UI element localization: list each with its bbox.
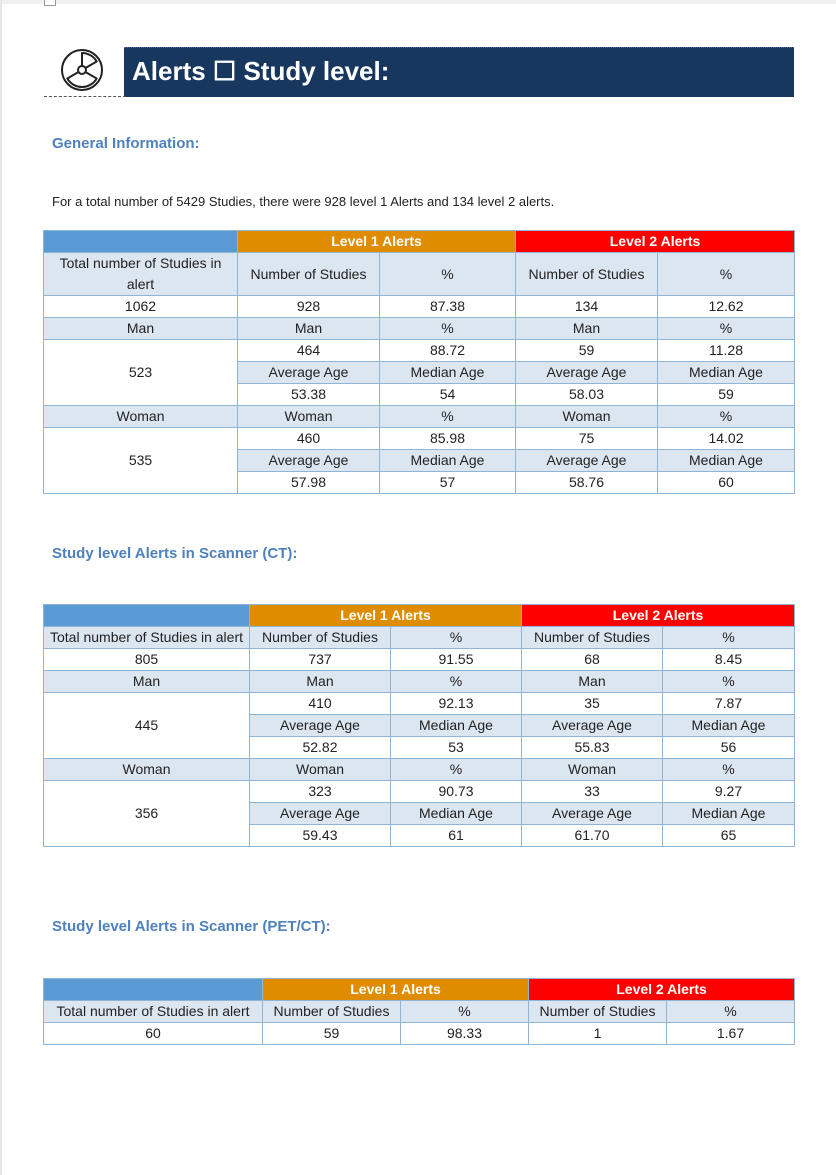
- l2-woman-avg-age: 61.70: [522, 825, 663, 847]
- l2-man-avg-age: 55.83: [522, 737, 663, 759]
- l2-man-percent: 7.87: [663, 693, 795, 715]
- l2-woman-number: 33: [522, 781, 663, 803]
- l1-man-percent-label: %: [391, 671, 522, 693]
- l1-man-number: 410: [250, 693, 391, 715]
- l1-man-avg-age-label: Average Age: [238, 362, 380, 384]
- l2-woman-avg-age-label: Average Age: [522, 803, 663, 825]
- l1-woman-median-age: 61: [391, 825, 522, 847]
- l2-man-avg-age-label: Average Age: [516, 362, 658, 384]
- l1-man-avg-age: 53.38: [238, 384, 380, 406]
- l1-percent-label: %: [391, 627, 522, 649]
- woman-label: Woman: [44, 406, 238, 428]
- l2-man-label: Man: [522, 671, 663, 693]
- l2-woman-avg-age: 58.76: [516, 472, 658, 494]
- l1-woman-label: Woman: [250, 759, 391, 781]
- l1-woman-number: 323: [250, 781, 391, 803]
- l2-man-avg-age-label: Average Age: [522, 715, 663, 737]
- l1-woman-percent: 90.73: [391, 781, 522, 803]
- l2-man-percent-label: %: [658, 318, 795, 340]
- l2-man-percent: 11.28: [658, 340, 795, 362]
- l1-woman-median-age-label: Median Age: [380, 450, 516, 472]
- l1-woman-percent-label: %: [391, 759, 522, 781]
- l2-number-label: Number of Studies: [516, 253, 658, 296]
- l2-percent-label: %: [667, 1001, 795, 1023]
- petct-alerts-table: [43, 978, 795, 1045]
- l2-number-value: 1: [529, 1023, 667, 1045]
- general-information-title: General Information:: [52, 135, 200, 152]
- l2-woman-percent: 9.27: [663, 781, 795, 803]
- table-corner-cell: [44, 231, 238, 253]
- l1-woman-percent-label: %: [380, 406, 516, 428]
- ct-alerts-table: [43, 604, 795, 847]
- l1-number-label: Number of Studies: [250, 627, 391, 649]
- l2-number-label: Number of Studies: [522, 627, 663, 649]
- l1-percent-value: 98.33: [401, 1023, 529, 1045]
- level1-header: Level 1 Alerts: [263, 979, 529, 1001]
- l1-man-median-age-label: Median Age: [391, 715, 522, 737]
- l2-percent-value: 1.67: [667, 1023, 795, 1045]
- header-title-bar: [124, 47, 794, 97]
- l1-number-value: 737: [250, 649, 391, 671]
- l2-man-avg-age: 58.03: [516, 384, 658, 406]
- page-title: Alerts ☐ Study level:: [132, 56, 390, 86]
- l2-woman-percent-label: %: [663, 759, 795, 781]
- l1-percent-label: %: [401, 1001, 529, 1023]
- petct-section-title: Study level Alerts in Scanner (PET/CT):: [52, 918, 331, 935]
- l2-woman-percent: 14.02: [658, 428, 795, 450]
- l1-woman-median-age: 57: [380, 472, 516, 494]
- woman-label: Woman: [44, 759, 250, 781]
- l1-man-label: Man: [238, 318, 380, 340]
- total-studies-value: 60: [44, 1023, 263, 1045]
- l2-man-percent-label: %: [663, 671, 795, 693]
- l2-number-label: Number of Studies: [529, 1001, 667, 1023]
- l1-woman-avg-age: 57.98: [238, 472, 380, 494]
- l2-number-value: 134: [516, 296, 658, 318]
- man-label: Man: [44, 671, 250, 693]
- l1-woman-avg-age-label: Average Age: [238, 450, 380, 472]
- page-header: [44, 46, 794, 98]
- l2-woman-median-age: 60: [658, 472, 795, 494]
- l1-man-median-age-label: Median Age: [380, 362, 516, 384]
- l1-number-value: 59: [263, 1023, 401, 1045]
- l1-woman-label: Woman: [238, 406, 380, 428]
- l1-woman-avg-age-label: Average Age: [250, 803, 391, 825]
- level1-header: Level 1 Alerts: [238, 231, 516, 253]
- l2-woman-median-age-label: Median Age: [658, 450, 795, 472]
- l1-number-value: 928: [238, 296, 380, 318]
- l2-woman-label: Woman: [522, 759, 663, 781]
- l1-man-avg-age-label: Average Age: [250, 715, 391, 737]
- level2-header: Level 2 Alerts: [516, 231, 795, 253]
- level2-header: Level 2 Alerts: [529, 979, 795, 1001]
- l1-woman-median-age-label: Median Age: [391, 803, 522, 825]
- l2-woman-avg-age-label: Average Age: [516, 450, 658, 472]
- l2-man-number: 59: [516, 340, 658, 362]
- man-total-value: 445: [44, 693, 250, 759]
- l1-man-percent: 88.72: [380, 340, 516, 362]
- l1-man-label: Man: [250, 671, 391, 693]
- man-label: Man: [44, 318, 238, 340]
- table-corner-cell: [44, 979, 263, 1001]
- l1-percent-value: 87.38: [380, 296, 516, 318]
- l2-woman-number: 75: [516, 428, 658, 450]
- l1-percent-label: %: [380, 253, 516, 296]
- l1-man-percent-label: %: [380, 318, 516, 340]
- radiation-icon: [60, 48, 104, 92]
- page-top-edge: [0, 0, 836, 4]
- l1-man-percent: 92.13: [391, 693, 522, 715]
- header-divider: [44, 96, 126, 97]
- total-studies-label: Total number of Studies in alert: [44, 253, 238, 296]
- woman-total-value: 535: [44, 428, 238, 494]
- l2-man-median-age-label: Median Age: [658, 362, 795, 384]
- man-total-value: 523: [44, 340, 238, 406]
- general-alerts-table: [43, 230, 795, 494]
- total-studies-value: 805: [44, 649, 250, 671]
- l2-number-value: 68: [522, 649, 663, 671]
- l2-percent-value: 12.62: [658, 296, 795, 318]
- woman-total-value: 356: [44, 781, 250, 847]
- l2-man-median-age: 56: [663, 737, 795, 759]
- l1-man-median-age: 54: [380, 384, 516, 406]
- text-boundary-marker: [44, 0, 56, 6]
- l1-percent-value: 91.55: [391, 649, 522, 671]
- l1-woman-number: 460: [238, 428, 380, 450]
- l2-woman-median-age: 65: [663, 825, 795, 847]
- total-studies-label: Total number of Studies in alert: [44, 1001, 263, 1023]
- l1-man-number: 464: [238, 340, 380, 362]
- l1-woman-avg-age: 59.43: [250, 825, 391, 847]
- l2-man-median-age-label: Median Age: [663, 715, 795, 737]
- l2-woman-label: Woman: [516, 406, 658, 428]
- ct-section-title: Study level Alerts in Scanner (CT):: [52, 545, 298, 562]
- total-studies-value: 1062: [44, 296, 238, 318]
- page-left-edge: [0, 0, 2, 1175]
- l2-percent-value: 8.45: [663, 649, 795, 671]
- l1-number-label: Number of Studies: [238, 253, 380, 296]
- l1-number-label: Number of Studies: [263, 1001, 401, 1023]
- l2-man-number: 35: [522, 693, 663, 715]
- level1-header: Level 1 Alerts: [250, 605, 522, 627]
- l2-man-label: Man: [516, 318, 658, 340]
- l2-percent-label: %: [663, 627, 795, 649]
- total-studies-label: Total number of Studies in alert: [44, 627, 250, 649]
- l1-woman-percent: 85.98: [380, 428, 516, 450]
- table-corner-cell: [44, 605, 250, 627]
- general-summary-text: For a total number of 5429 Studies, there were 928 level 1 Alerts and 134 level 2 alerts.: [52, 194, 555, 209]
- l2-woman-median-age-label: Median Age: [663, 803, 795, 825]
- l1-man-median-age: 53: [391, 737, 522, 759]
- l2-man-median-age: 59: [658, 384, 795, 406]
- l2-woman-percent-label: %: [658, 406, 795, 428]
- l1-man-avg-age: 52.82: [250, 737, 391, 759]
- l2-percent-label: %: [658, 253, 795, 296]
- level2-header: Level 2 Alerts: [522, 605, 795, 627]
